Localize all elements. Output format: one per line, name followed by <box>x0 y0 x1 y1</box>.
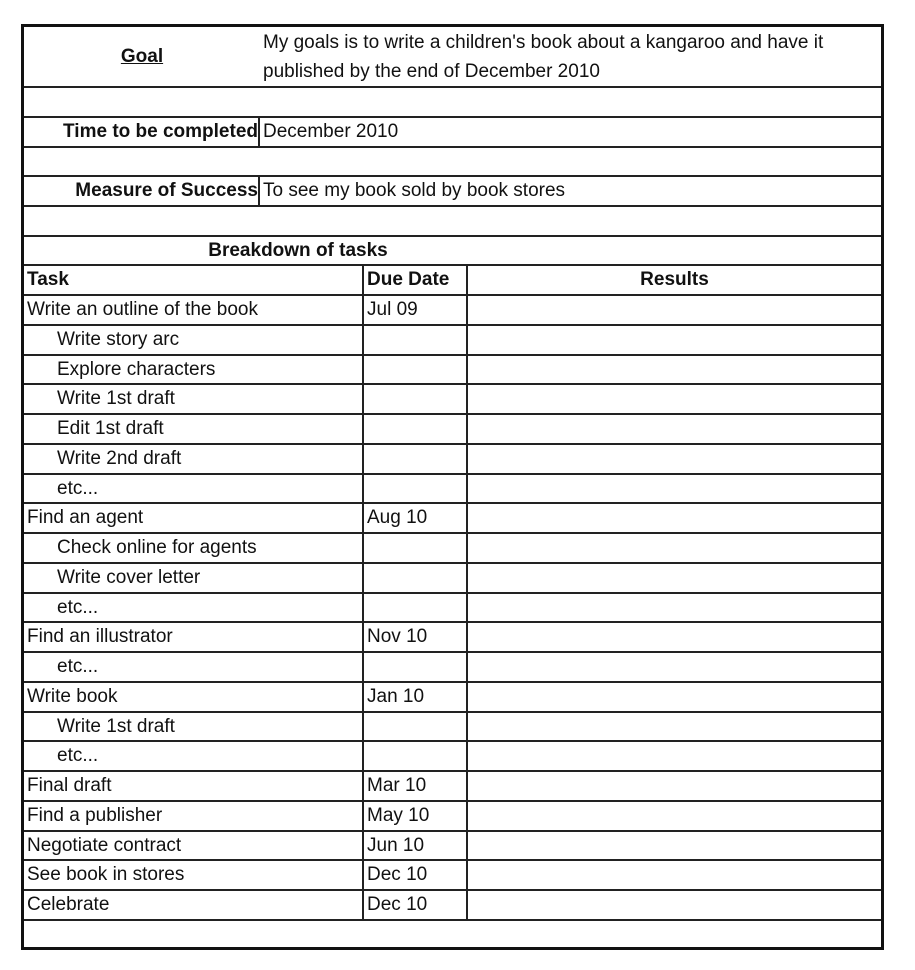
results-cell[interactable] <box>466 415 881 443</box>
task-label: Write 1st draft <box>57 388 175 409</box>
results-cell[interactable] <box>466 475 881 502</box>
due-date-value: Jul 09 <box>367 299 418 320</box>
results-column-header[interactable] <box>466 266 881 294</box>
results-cell[interactable] <box>466 534 881 562</box>
success-row <box>24 177 881 207</box>
due-date-cell[interactable] <box>362 564 466 592</box>
task-label: Write 1st draft <box>57 715 175 737</box>
table-row <box>24 445 881 475</box>
due-date-value: Jan 10 <box>367 686 425 707</box>
table-row <box>24 415 881 445</box>
table-row <box>24 594 881 623</box>
due-date-cell[interactable] <box>362 475 466 502</box>
table-row <box>24 504 881 534</box>
task-label: Write an outline of the book <box>27 299 258 320</box>
table-row <box>24 802 881 832</box>
table-row <box>24 861 881 891</box>
task-label: Write story arc <box>57 329 180 350</box>
due-date-cell[interactable] <box>362 326 466 354</box>
task-label: etc... <box>57 656 99 677</box>
goal-planning-worksheet <box>21 24 884 950</box>
task-cell[interactable] <box>24 415 362 443</box>
table-row <box>24 564 881 594</box>
results-cell[interactable] <box>466 772 881 800</box>
due-date-cell[interactable] <box>362 713 466 740</box>
breakdown-title-row <box>24 237 881 266</box>
due-date-value: Mar 10 <box>367 775 427 796</box>
time-label-cell[interactable] <box>24 118 260 146</box>
results-cell[interactable] <box>466 742 881 770</box>
due-date-cell[interactable] <box>362 802 466 830</box>
spacer-row[interactable] <box>24 148 881 177</box>
due-date-cell[interactable] <box>362 742 466 770</box>
table-row <box>24 534 881 564</box>
task-cell[interactable] <box>24 356 362 383</box>
task-label: Negotiate contract <box>27 834 182 856</box>
results-cell[interactable] <box>466 832 881 859</box>
table-row <box>24 385 881 415</box>
success-value-cell[interactable] <box>258 177 881 205</box>
due-date-cell[interactable] <box>362 385 466 413</box>
spacer-row[interactable] <box>24 88 881 118</box>
task-header-label: Task <box>27 269 69 290</box>
task-label: See book in stores <box>27 864 185 885</box>
goal-label-cell[interactable] <box>24 27 260 86</box>
task-cell[interactable] <box>24 504 362 532</box>
results-cell[interactable] <box>466 683 881 711</box>
task-cell[interactable] <box>24 475 362 502</box>
success-value: To see my book sold by book stores <box>263 180 566 201</box>
table-row <box>24 683 881 713</box>
due-date-value: May 10 <box>367 805 430 826</box>
results-cell[interactable] <box>466 296 881 324</box>
due-date-cell[interactable] <box>362 653 466 681</box>
table-row <box>24 772 881 802</box>
goal-text: My goals is to write a children's book about a kangaroo and have it published by the end of December 2010 <box>263 32 824 82</box>
results-cell[interactable] <box>466 623 881 651</box>
results-cell[interactable] <box>466 326 881 354</box>
task-cell[interactable] <box>24 713 362 740</box>
task-label: Explore characters <box>57 358 216 380</box>
due-date-cell[interactable] <box>362 415 466 443</box>
task-label: Final draft <box>27 775 112 796</box>
task-cell[interactable] <box>24 832 362 859</box>
success-label: Measure of Success <box>75 180 258 201</box>
breakdown-title: Breakdown of tasks <box>208 239 388 261</box>
task-cell[interactable] <box>24 683 362 711</box>
success-label-cell[interactable] <box>24 177 260 205</box>
task-cell[interactable] <box>24 742 362 770</box>
task-label: Edit 1st draft <box>57 418 164 439</box>
task-label: Find an illustrator <box>27 626 173 647</box>
table-row <box>24 623 881 653</box>
due-date-cell[interactable] <box>362 504 466 532</box>
results-cell[interactable] <box>466 385 881 413</box>
due-date-cell[interactable] <box>362 356 466 383</box>
due-date-value: Dec 10 <box>367 864 428 885</box>
task-cell[interactable] <box>24 326 362 354</box>
time-value: December 2010 <box>263 121 399 142</box>
due-date-cell[interactable] <box>362 861 466 889</box>
task-label: etc... <box>57 477 99 499</box>
results-cell[interactable] <box>466 802 881 830</box>
results-cell[interactable] <box>466 564 881 592</box>
due-date-value: Dec 10 <box>367 894 428 915</box>
due-date-cell[interactable] <box>362 891 466 919</box>
table-row <box>24 475 881 504</box>
task-label: Find an agent <box>27 507 144 528</box>
table-row <box>24 296 881 326</box>
table-row <box>24 832 881 861</box>
due-date-value: Nov 10 <box>367 626 428 647</box>
time-row <box>24 118 881 148</box>
task-column-header[interactable] <box>24 266 362 294</box>
time-label: Time to be completed <box>63 121 258 142</box>
task-label: Write 2nd draft <box>57 448 182 469</box>
goal-text-cell[interactable] <box>260 27 881 86</box>
task-cell[interactable] <box>24 891 362 919</box>
task-label: Celebrate <box>27 894 110 915</box>
task-cell[interactable] <box>24 445 362 473</box>
due-date-cell[interactable] <box>362 772 466 800</box>
due-date-cell[interactable] <box>362 623 466 651</box>
goal-label: Goal <box>120 45 164 67</box>
due-date-cell[interactable] <box>362 832 466 859</box>
table-row <box>24 326 881 356</box>
task-label: etc... <box>57 745 99 766</box>
task-cell[interactable] <box>24 564 362 592</box>
table-row <box>24 653 881 683</box>
task-cell[interactable] <box>24 594 362 621</box>
table-row <box>24 713 881 742</box>
due-header-label: Due Date <box>367 269 450 290</box>
task-label: Find a publisher <box>27 805 163 826</box>
table-row <box>24 356 881 385</box>
task-label: Write book <box>27 686 118 707</box>
task-cell[interactable] <box>24 385 362 413</box>
results-cell[interactable] <box>466 713 881 740</box>
task-cell[interactable] <box>24 802 362 830</box>
due-date-cell[interactable] <box>362 445 466 473</box>
task-cell[interactable] <box>24 296 362 324</box>
results-cell[interactable] <box>466 891 881 919</box>
due-date-cell[interactable] <box>362 594 466 621</box>
results-cell[interactable] <box>466 653 881 681</box>
due-date-value: Jun 10 <box>367 834 425 856</box>
task-label: Check online for agents <box>57 537 257 558</box>
task-label: etc... <box>57 596 99 618</box>
table-row <box>24 891 881 921</box>
results-cell[interactable] <box>466 356 881 383</box>
table-row <box>24 742 881 772</box>
task-cell[interactable] <box>24 861 362 889</box>
table-header-row <box>24 266 881 296</box>
time-value-cell[interactable] <box>258 118 881 146</box>
results-cell[interactable] <box>466 504 881 532</box>
task-cell[interactable] <box>24 534 362 562</box>
results-header-label: Results <box>640 269 709 290</box>
results-cell[interactable] <box>466 445 881 473</box>
spacer-row[interactable] <box>24 207 881 237</box>
results-cell[interactable] <box>466 594 881 621</box>
goal-row <box>24 27 881 88</box>
due-date-column-header[interactable] <box>362 266 466 294</box>
task-cell[interactable] <box>24 772 362 800</box>
task-cell[interactable] <box>24 653 362 681</box>
task-cell[interactable] <box>24 623 362 651</box>
due-date-value: Aug 10 <box>367 507 428 528</box>
results-cell[interactable] <box>466 861 881 889</box>
due-date-cell[interactable] <box>362 296 466 324</box>
due-date-cell[interactable] <box>362 534 466 562</box>
task-label: Write cover letter <box>57 567 201 588</box>
due-date-cell[interactable] <box>362 683 466 711</box>
spacer-row[interactable] <box>24 921 881 947</box>
breakdown-title-cell[interactable] <box>24 237 572 264</box>
